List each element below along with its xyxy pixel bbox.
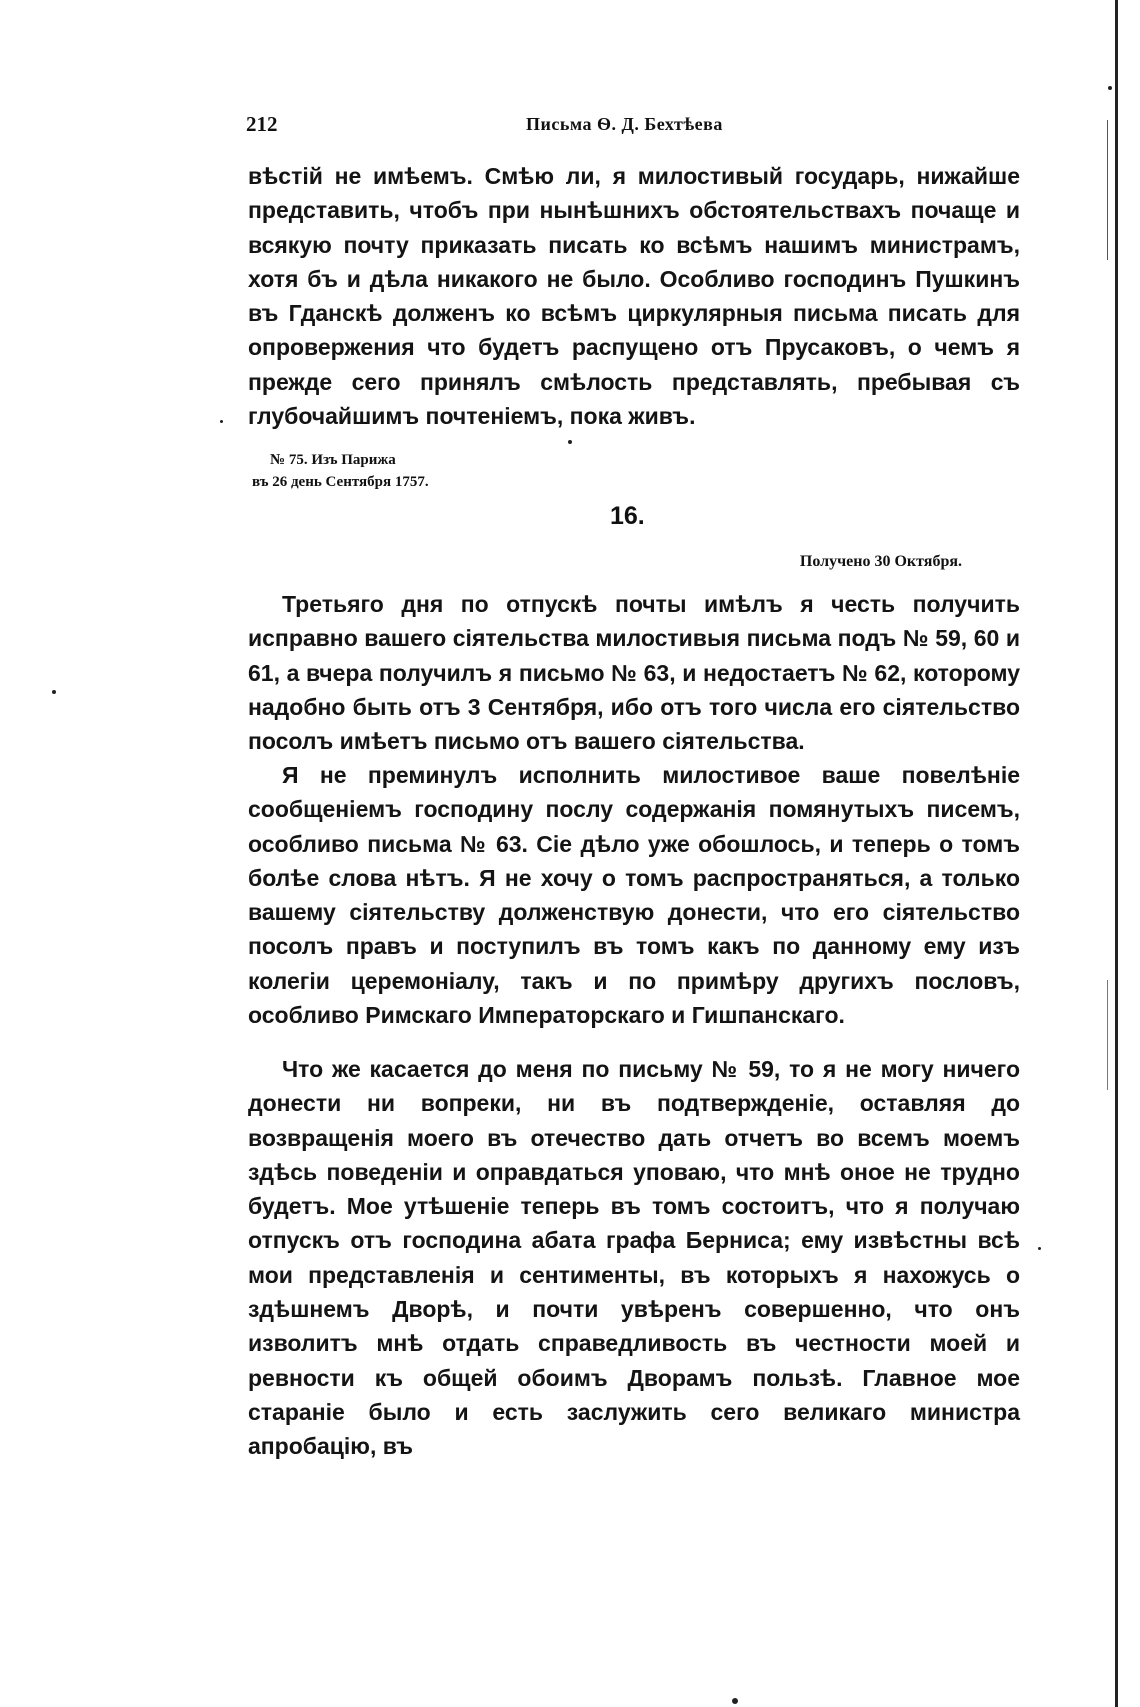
scan-speck [1038, 1247, 1041, 1250]
scan-speck [220, 420, 223, 423]
page-header [246, 112, 966, 142]
received-note: Получено 30 Октября. [799, 553, 962, 570]
letter-number: 16. [610, 502, 645, 530]
letter-number-line: № 75. Изъ Парижа [270, 452, 396, 468]
letter-paragraph: Что же касается до меня по письму № 59, то я не могу ничего донести ни вопреки, ни въ подтвержденіе, оставляя до возвращенія моего въ отечество дать отчетъ во всемъ моемъ здѣсь поведеніи и оправдаться уповаю, что мнѣ оное не трудно будетъ. Мое утѣшеніе теперь въ томъ состоитъ, что я получаю отпускъ отъ господина абата графа Берниса; ему извѣстны всѣ мои представленія и сентименты, въ которыхъ я нахожусь о здѣшнемъ Дворѣ, и почти увѣренъ совершенно, что онъ изволитъ мнѣ отдать справедливость въ честности моей и ревности къ общей обоимъ Дворамъ пользѣ. Главное мое стараніе было и есть заслужить сего великаго министра апробацію, въ [248, 1056, 1020, 1460]
scan-speck [568, 440, 572, 444]
letter-paragraph: Я не преминулъ исполнить милостивое ваше повелѣніе сообщеніемъ господину послу содержанія помянутыхъ писемъ, особливо письма № 63. Сіе дѣло уже обошлось, и теперь о томъ болѣе слова нѣтъ. Я не хочу о томъ распространяться, а только вашему сіятельству долженствую донести, что его сіятельство посолъ правъ и поступилъ въ томъ какъ по данному ему изъ колегіи церемоніалу, такъ и по примѣру другихъ пословъ, особливо Римскаго Императорскаго и Гишпанскаго. [248, 762, 1020, 1029]
previous-letter-closing: вѣстій не имѣемъ. Смѣю ли, я милостивый государь, нижайше представить, чтобъ при нынѣшнихъ обстоятельствахъ почаще и всякую почту приказать писать ко всѣмъ нашимъ министрамъ, хотя бъ и дѣла никакого не было. Особливо господинъ Пушкинъ въ Гданскѣ долженъ ко всѣмъ циркулярныя письма писать для опровержения что будетъ распущено отъ Прусаковъ, о чемъ я прежде сего принялъ смѣлость представлять, пребывая съ глубочайшимъ почтеніемъ, пока живъ. [248, 163, 1020, 430]
page-edge-mark [1107, 980, 1108, 1090]
page-edge-line [1115, 0, 1118, 1707]
letter-date-line: въ 26 день Сентября 1757. [252, 474, 429, 490]
page-number: 212 [246, 112, 278, 136]
scan-speck [52, 690, 56, 694]
scan-speck [732, 1698, 738, 1704]
scan-speck [1108, 86, 1112, 90]
letter-paragraph: Третьяго дня по отпускѣ почты имѣлъ я честь получить исправно вашего сіятельства милостивыя письма подъ № 59, 60 и 61, а вчера получилъ я письмо № 63, и недостаетъ № 62, которому надобно быть отъ 3 Сентября, ибо отъ того числа его сіятельство посолъ имѣетъ письмо отъ вашего сіятельства. [248, 591, 1020, 755]
page-edge-mark [1107, 120, 1108, 260]
running-title: Письма Ѳ. Д. Бехтѣева [526, 114, 723, 134]
